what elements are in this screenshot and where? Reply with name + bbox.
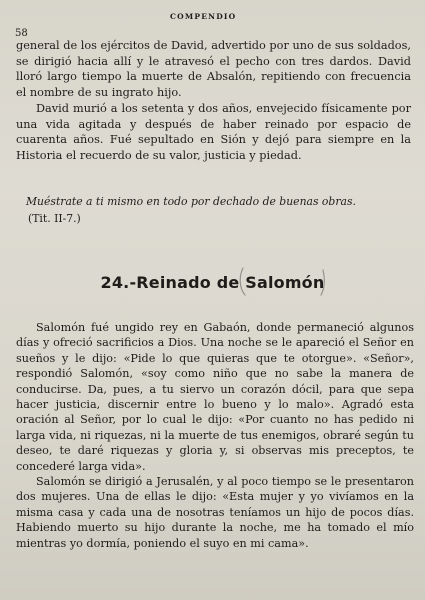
paragraph-text: David murió a los setenta y dos años, envejecido físicamente por una vida agitada y después de haber reinado por espacio de cuarenta años. Fué sepultado en Sión y dejó para siempre en la Historia el recuerdo de su valor, justicia y piedad. — [16, 102, 411, 162]
chapter-body — [16, 320, 414, 551]
paragraph-two-women: Salomón se dirigió a Jerusalén, y al poco tiempo se le presentaron dos mujeres. Una de ellas le dijo: «Esta mujer y yo vivíamos en la misma casa y cada una de nosotras teníamos un hijo de pocos días. Habiendo muerto su hijo durante la noche, me ha tomado el mío mientras yo dormía, poniendo el suyo en mi cama». — [16, 475, 414, 550]
paragraph-absalon-death — [16, 38, 411, 100]
scripture-reference: (Tit. II-7.) — [28, 212, 81, 225]
paragraph-text: general de los ejércitos de David, advertido por uno de sus soldados, se dirigió hacia allí y le atravesó el pecho con tres dardos. David lloró largo tiempo la muerte de Absalón, repitiendo con frecuencia el nombre de su ingrato hijo. — [16, 39, 411, 99]
paragraph-salomon-dream: Salomón fué ungido rey en Gabaón, donde permaneció algunos días y ofreció sacrificios a Dios. Una noche se le apareció el Señor en sueños y le dijo: «Pide lo que quieras que te otorgue». «Señor», respondió Salomón, «soy como niño que no sabe la manera de conducirse. Da, pues, a tu siervo un corazón dócil, para que sepa hacer justicia, discernir entre lo bueno y lo malo». Agradó esta oración al Señor, por lo cual le dijo: «Por cuanto no has pedido ni larga vida, ni riquezas, ni la muerte de tus enemigos, obraré según tu deseo, te daré riquezas y gloria y, si observas mis preceptos, te concederé larga vida». — [16, 321, 414, 473]
running-head: COMPENDIO — [170, 12, 237, 21]
chapter-title: 24.-Reinado de Salomón — [100, 273, 325, 292]
paragraph-david-death — [16, 101, 411, 163]
page-number: 58 — [15, 28, 28, 39]
scripture-quote: Muéstrate a ti mismo en todo por dechado de buenas obras. — [26, 195, 356, 208]
